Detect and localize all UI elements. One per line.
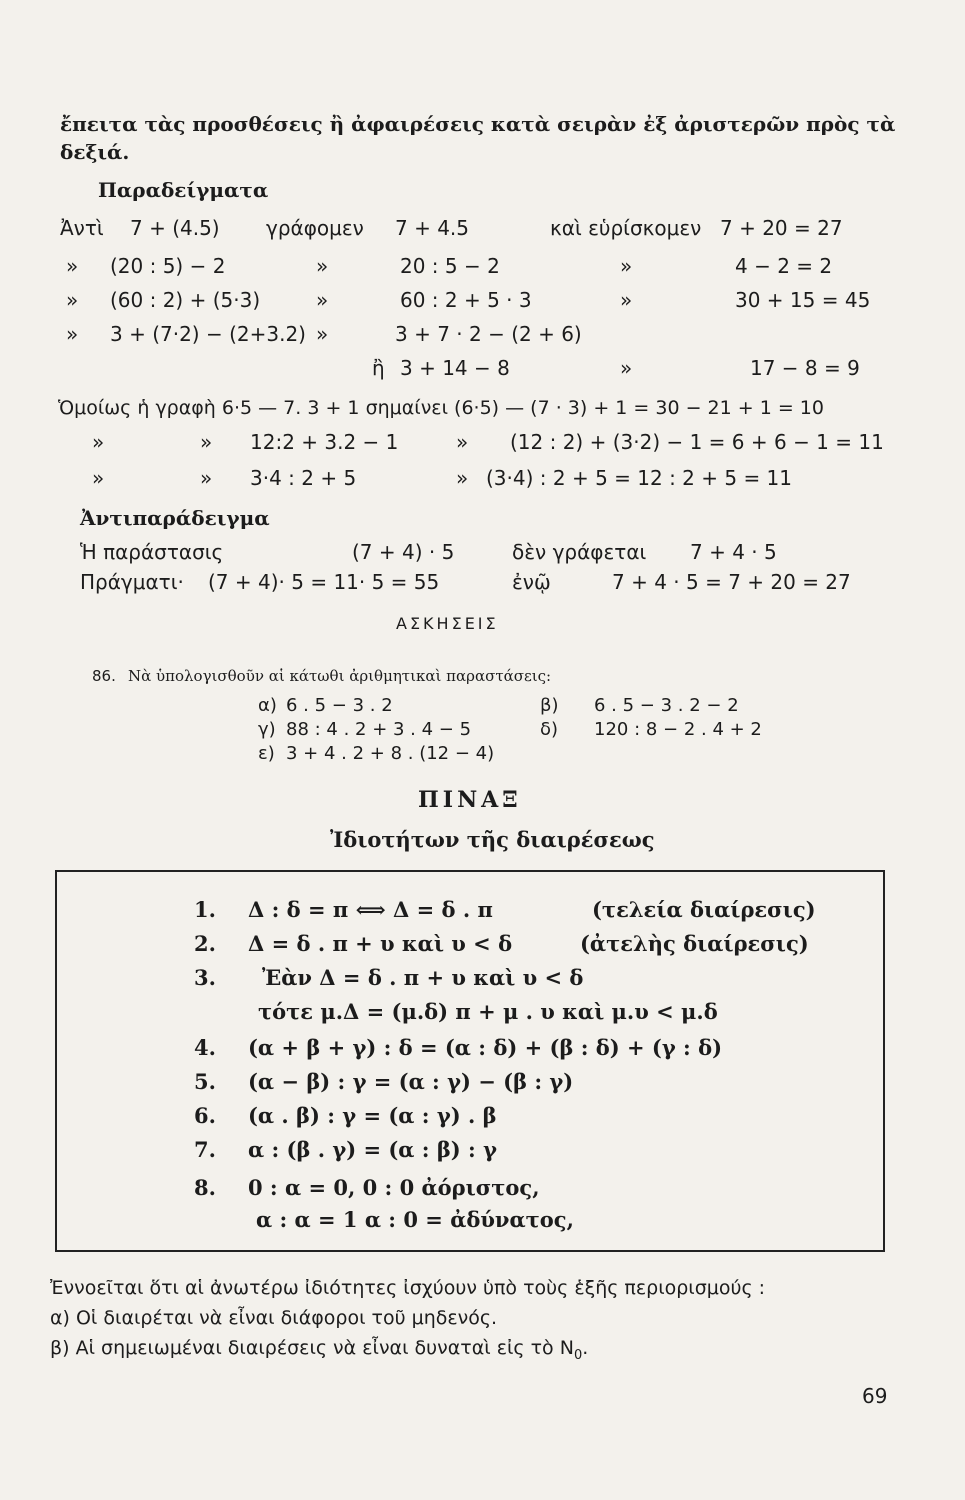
property-formula: Δ = δ . π + υ καὶ υ < δ: [248, 931, 513, 956]
similar-row-1: Ὁμοίως ἡ γραφὴ 6·5 — 7. 3 + 1 σημαίνει (6·5) — (7 · 3) + 1 = 30 − 21 + 1 = 10: [58, 397, 824, 419]
example-verb2: καὶ εὑρίσκομεν: [550, 216, 702, 240]
example-verb: ἢ: [372, 356, 385, 380]
counterexample-expr2: 7 + 4 · 5 = 7 + 20 = 27: [612, 570, 851, 594]
intro-line-1: ἔπειτα τὰς προσθέσεις ἢ ἀφαιρέσεις κατὰ σειρὰν ἐξ ἀριστερῶν πρὸς τὰ: [60, 112, 896, 136]
property-formula: Δ : δ = π ⟺ Δ = δ . π: [248, 897, 493, 922]
examples-heading: Παραδείγματα: [98, 178, 269, 202]
example-verb: γράφομεν: [266, 216, 364, 240]
property-formula: τότε μ.Δ = (μ.δ) π + μ . υ καὶ μ.υ < μ.δ: [258, 999, 718, 1024]
example-lead: »: [66, 288, 79, 312]
property-number: 7.: [194, 1137, 216, 1162]
example-result: 30 + 15 = 45: [735, 288, 871, 312]
example-verb2: »: [620, 356, 633, 380]
counterexample-label: Ἡ παράστασις: [80, 540, 224, 564]
property-formula: α : (β . γ) = (α : β) : γ: [248, 1137, 497, 1162]
property-note: (τελεία διαίρεσις): [592, 897, 816, 922]
similar-lead: »: [92, 430, 105, 454]
property-number: 3.: [194, 965, 216, 990]
footer-line-1: Ἐννοεῖται ὅτι αἱ ἀνωτέρω ἰδιότητες ἰσχύουν ὑπὸ τοὺς ἑξῆς περιορισμούς :: [50, 1277, 766, 1299]
counterexample-expr: (7 + 4)· 5 = 11· 5 = 55: [208, 570, 440, 594]
example-verb: »: [316, 254, 329, 278]
example-result: 7 + 20 = 27: [720, 216, 843, 240]
example-expr2: 3 + 14 − 8: [400, 356, 510, 380]
counterexample-verb: δὲν γράφεται: [512, 540, 647, 564]
counterexample-verb: ἐνῷ: [512, 570, 551, 594]
example-expr: (20 : 5) − 2: [110, 254, 226, 278]
exercise-label: γ): [258, 719, 276, 740]
similar-q: »: [456, 466, 469, 490]
example-lead: Ἀντὶ: [60, 216, 104, 240]
example-verb: »: [316, 322, 329, 346]
example-lead: »: [66, 322, 79, 346]
exercises-heading: ΑΣΚΗΣΕΙΣ: [396, 614, 499, 633]
footer-line-3-text: β) Αἱ σημειωμέναι διαιρέσεις νὰ εἶναι δυναταὶ εἰς τὸ N: [50, 1337, 574, 1359]
example-expr: 3 + (7·2) − (2+3.2): [110, 322, 306, 346]
property-formula: (α + β + γ) : δ = (α : δ) + (β : δ) + (γ : δ): [248, 1035, 723, 1060]
property-formula: (α − β) : γ = (α : γ) − (β : γ): [248, 1069, 574, 1094]
counterexample-heading: Ἀντιπαράδειγμα: [80, 506, 270, 530]
example-expr2: 60 : 2 + 5 · 3: [400, 288, 532, 312]
example-result: 17 − 8 = 9: [750, 356, 860, 380]
footer-line-2: α) Οἱ διαιρέται νὰ εἶναι διάφοροι τοῦ μηδενός.: [50, 1307, 498, 1329]
exercise-expr: 120 : 8 − 2 . 4 + 2: [594, 719, 762, 740]
property-number: 5.: [194, 1069, 216, 1094]
example-expr2: 7 + 4.5: [395, 216, 470, 240]
similar-result: (12 : 2) + (3·2) − 1 = 6 + 6 − 1 = 11: [510, 430, 884, 454]
property-formula: α : α = 1 α : 0 = ἀδύνατος,: [256, 1207, 574, 1232]
exercise-expr: 6 . 5 − 3 . 2 − 2: [594, 695, 739, 716]
exercise-expr: 6 . 5 − 3 . 2: [286, 695, 393, 716]
similar-lead: »: [200, 466, 213, 490]
example-verb2: »: [620, 288, 633, 312]
property-number: 6.: [194, 1103, 216, 1128]
property-number: 8.: [194, 1175, 216, 1200]
counterexample-label: Πράγματι·: [80, 570, 184, 594]
table-title: ΠΙΝΑΞ: [418, 787, 522, 813]
example-expr2: 20 : 5 − 2: [400, 254, 500, 278]
similar-lead: »: [200, 430, 213, 454]
exercise-label: δ): [540, 719, 559, 740]
similar-expr: 3·4 : 2 + 5: [250, 466, 357, 490]
exercise-label: ε): [258, 743, 275, 764]
example-expr2: 3 + 7 · 2 − (2 + 6): [395, 322, 582, 346]
footer-line-3: [50, 1336, 588, 1368]
similar-result: (3·4) : 2 + 5 = 12 : 2 + 5 = 11: [486, 466, 793, 490]
similar-expr: 12:2 + 3.2 − 1: [250, 430, 399, 454]
intro-line-2: δεξιά.: [60, 140, 130, 164]
example-expr: (60 : 2) + (5·3): [110, 288, 261, 312]
property-formula: Ἐὰν Δ = δ . π + υ καὶ υ < δ: [262, 965, 584, 990]
property-formula: (α . β) : γ = (α : γ) . β: [248, 1103, 497, 1128]
property-number: 1.: [194, 897, 216, 922]
property-number: 4.: [194, 1035, 216, 1060]
footer-line-3-subscript: 0: [573, 1347, 583, 1363]
example-lead: »: [66, 254, 79, 278]
exercise-label: α): [258, 695, 277, 716]
counterexample-expr2: 7 + 4 · 5: [690, 540, 777, 564]
exercise-expr: 3 + 4 . 2 + 8 . (12 − 4): [286, 743, 495, 764]
exercise-label: β): [540, 695, 559, 716]
exercise-number: 86.: [92, 667, 116, 685]
footer-line-3-end: .: [582, 1337, 589, 1359]
property-note: (ἀτελὴς διαίρεσις): [580, 931, 809, 956]
exercise-expr: 88 : 4 . 2 + 3 . 4 − 5: [286, 719, 472, 740]
property-formula: 0 : α = 0, 0 : 0 ἀόριστος,: [248, 1175, 540, 1200]
similar-q: »: [456, 430, 469, 454]
property-number: 2.: [194, 931, 216, 956]
example-verb2: »: [620, 254, 633, 278]
example-expr: 7 + (4.5): [130, 216, 220, 240]
page-number: 69: [862, 1384, 888, 1408]
example-result: 4 − 2 = 2: [735, 254, 833, 278]
counterexample-expr: (7 + 4) · 5: [352, 540, 455, 564]
similar-lead: »: [92, 466, 105, 490]
table-subtitle: Ἰδιοτήτων τῆς διαιρέσεως: [330, 827, 655, 852]
exercise-prompt: Νὰ ὑπολογισθοῦν αἱ κάτωθι ἀριθμητικαὶ παραστάσεις:: [128, 667, 552, 685]
example-verb: »: [316, 288, 329, 312]
